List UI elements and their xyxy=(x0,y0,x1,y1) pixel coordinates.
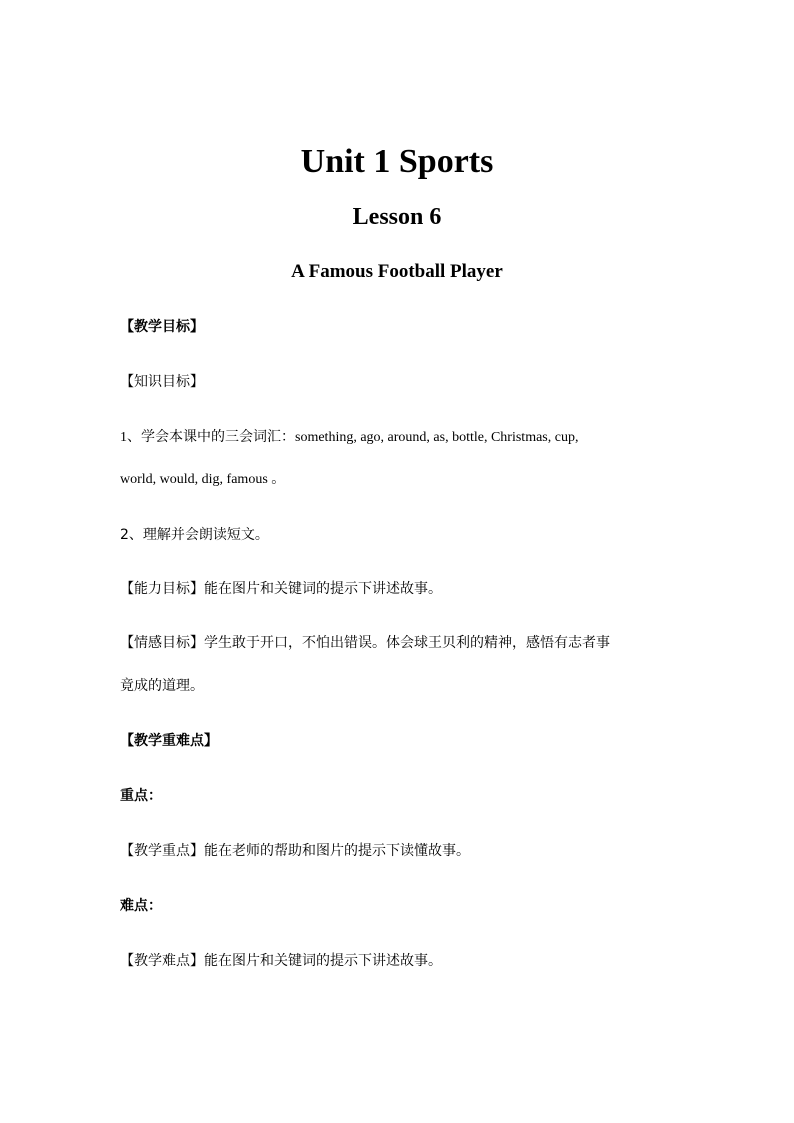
lesson-subtitle: A Famous Football Player xyxy=(291,261,503,282)
vocab-line-1: 1、学会本课中的三会词汇：something, ago, around, as, bottle, Christmas, cup, xyxy=(120,430,579,445)
emotion-goal-line-2: 竟成的道理。 xyxy=(120,678,204,694)
key-point-text: 【教学重点】能在老师的帮助和图片的提示下读懂故事。 xyxy=(120,843,470,859)
key-difficult-heading: 【教学重难点】 xyxy=(120,733,218,749)
item-2: 2、理解并会朗读短文。 xyxy=(120,527,269,543)
difficult-point-text: 【教学难点】能在图片和关键词的提示下讲述故事。 xyxy=(120,953,442,969)
difficult-point-label: 难点： xyxy=(120,898,162,914)
emotion-goal-line-1: 【情感目标】学生敢于开口，不怕出错误。体会球王贝利的精神，感悟有志者事 xyxy=(120,635,610,651)
vocab-line-2: world, would, dig, famous 。 xyxy=(120,472,286,487)
knowledge-heading: 【知识目标】 xyxy=(120,374,204,390)
goals-heading: 【教学目标】 xyxy=(120,319,204,335)
key-point-label: 重点： xyxy=(120,788,162,804)
unit-title: Unit 1 Sports xyxy=(300,143,494,180)
lesson-title: Lesson 6 xyxy=(352,204,442,230)
ability-goal: 【能力目标】能在图片和关键词的提示下讲述故事。 xyxy=(120,581,442,597)
